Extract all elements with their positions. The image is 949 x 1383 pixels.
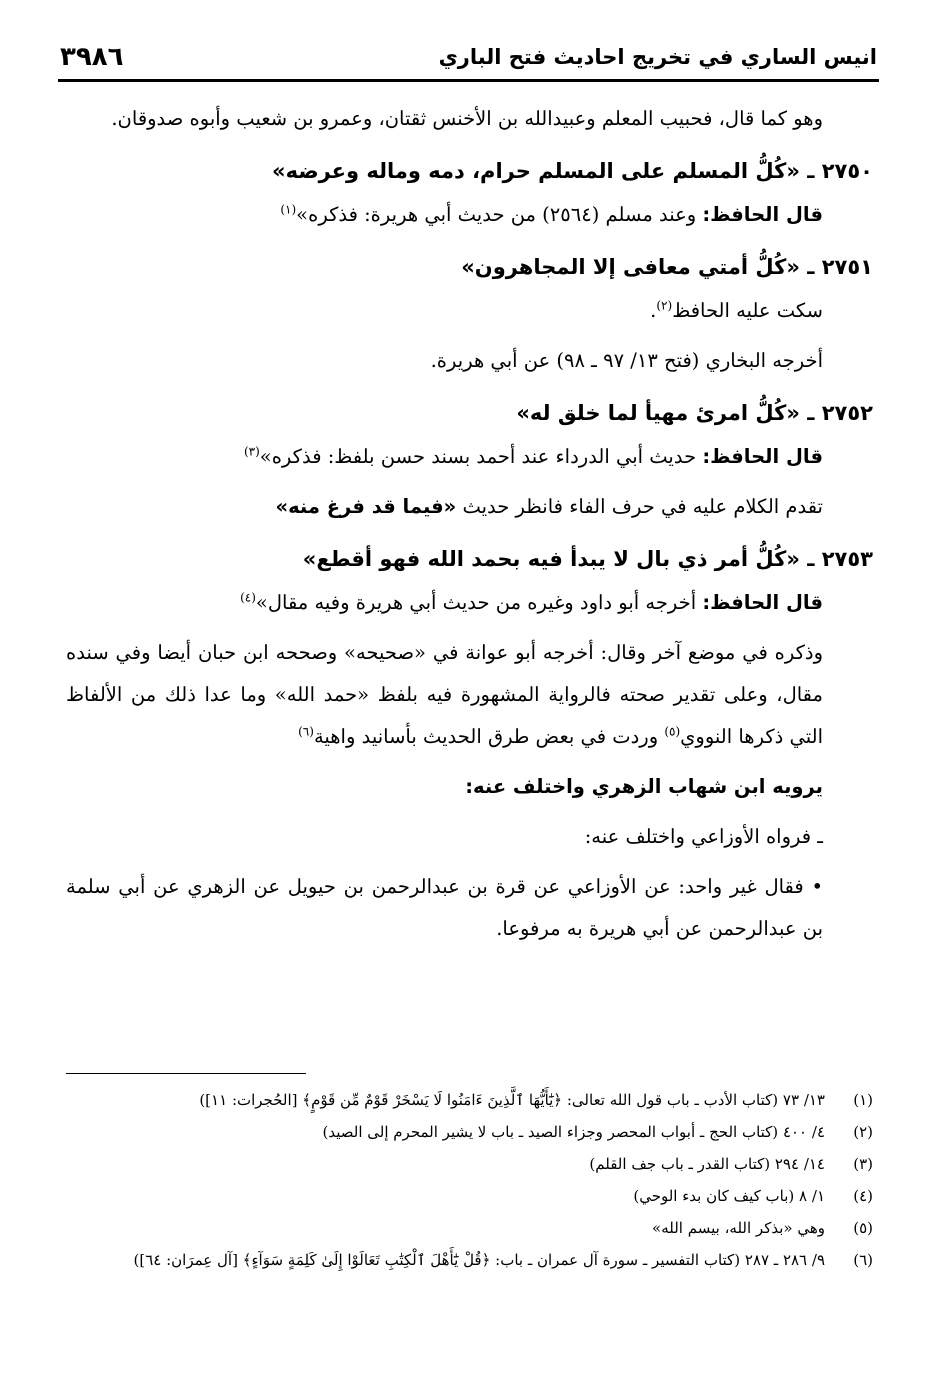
note-text: حديث أبي الدرداء عند أحمد بسند حسن بلفظ: فذكره»: [259, 445, 697, 468]
paragraph-intro: وهو كما قال، فحبيب المعلم وعبيدالله بن الأخنس ثقتان، وعمرو بن شعيب وأبوه صدوقان.: [111, 107, 823, 130]
section-zuhri: يرويه ابن شهاب الزهري واختلف عنه:: [465, 775, 823, 798]
footnote-text: وهي «بذكر الله، بيسم الله»: [652, 1219, 825, 1237]
hadith-title-ref: «فيما قد فرغ منه»: [275, 495, 457, 518]
note-text: أخرجه أبو داود وغيره من حديث أبي هريرة وفيه مقال»: [255, 591, 697, 614]
hadith-2750-heading: ٢٧٥٠ ـ «كُلُّ المسلم على المسلم حرام، دمه وماله وعرضه»: [272, 159, 873, 183]
hadith-2753-discussion: [66, 632, 873, 758]
footnote-number: (٥): [853, 1219, 873, 1237]
header-rule: [58, 79, 879, 82]
footnote-text: ١/ ٨ (باب كيف كان بدء الوحي): [633, 1187, 825, 1205]
footnote-rule: [66, 1073, 306, 1074]
hadith-2750-note: [66, 194, 873, 236]
hadith-2753-note: [66, 582, 873, 624]
running-title: انيس الساري في تخريج احاديث فتح الباري: [438, 45, 877, 69]
hadith-2752-note: [66, 436, 873, 478]
chain-narration: • فقال غير واحد: عن الأوزاعي عن قرة بن عبدالرحمن بن حيويل عن الزهري عن أبي سلمة بن عبدالرحمن عن أبي هريرة به مرفوعا.: [66, 875, 823, 940]
footnote-ref: (٦): [298, 724, 314, 739]
label-qal-alhafiz: قال الحافظ:: [702, 591, 823, 614]
page-header: [60, 36, 877, 78]
footnote-text: ٩/ ٢٨٦ ـ ٢٨٧ (كتاب التفسير ـ سورة آل عمران ـ باب: ﴿قُلْ يَٰٓأَهْلَ ٱلْكِتَٰبِ تَعَالَوْا إِلَىٰ كَلِمَةٍ سَوَآءٍ﴾ [آل عِمرَان: ٦٤]): [133, 1251, 825, 1269]
footnote-ref: (١): [280, 202, 297, 217]
footnote-text: ٤/ ٤٠٠ (كتاب الحج ـ أبواب المحصر وجزاء الصيد ـ باب لا يشير المحرم إلى الصيد): [322, 1123, 825, 1141]
discussion-text: وذكره في موضع آخر وقال: أخرجه أبو عوانة في «صحيحه» وصححه ابن حبان أيضا وفي سنده مقال، وعلى تقدير صحته فالرواية المشهورة فيه بلفظ «حمد الله» وما عدا ذلك من الألفاظ التي ذكرها النووي: [66, 641, 823, 748]
footnotes: [66, 1084, 873, 1276]
hadith-2751-note: [66, 290, 873, 332]
footnote-text: ١٤/ ٢٩٤ (كتاب القدر ـ باب جف القلم): [589, 1155, 825, 1173]
section-awzai: ـ فرواه الأوزاعي واختلف عنه:: [584, 825, 823, 848]
note-text: وعند مسلم (٢٥٦٤) من حديث أبي هريرة: فذكره»: [296, 203, 697, 226]
note-text: سكت عليه الحافظ: [672, 299, 823, 322]
footnote-number: (٤): [853, 1187, 873, 1205]
footnote-item: [66, 1116, 873, 1148]
footnote-number: (٢): [853, 1123, 873, 1141]
hadith-2753-heading: ٢٧٥٣ ـ «كُلُّ أمر ذي بال لا يبدأ فيه بحمد الله فهو أقطع»: [302, 547, 873, 571]
footnote-text: ١٣/ ٧٣ (كتاب الأدب ـ باب قول الله تعالى: ﴿يَٰٓأَيُّهَا ٱلَّذِينَ ءَامَنُوا لَا يَسْخَرْ قَوْمٌ مِّن قَوْمٍ﴾ [الحُجرات: ١١]): [199, 1091, 825, 1109]
footnote-ref: (٢): [656, 298, 673, 313]
footnote-number: (١): [853, 1091, 873, 1109]
footnote-item: [66, 1084, 873, 1116]
footnote-number: (٣): [853, 1155, 873, 1173]
footnote-ref: (٤): [240, 590, 256, 605]
hadith-2751-heading: ٢٧٥١ ـ «كُلُّ أمتي معافى إلا المجاهرون»: [461, 255, 873, 279]
hadith-2752-heading: ٢٧٥٢ ـ «كُلُّ امرئ مهيأ لما خلق له»: [516, 401, 873, 425]
footnote-item: [66, 1244, 873, 1276]
note-text: تقدم الكلام عليه في حرف الفاء فانظر حديث: [462, 495, 823, 518]
footnote-item: [66, 1180, 873, 1212]
hadith-2751-takhrij: أخرجه البخاري (فتح ١٣/ ٩٧ ـ ٩٨) عن أبي هريرة.: [430, 349, 823, 372]
footnote-number: (٦): [853, 1251, 873, 1269]
footnote-ref: (٥): [664, 724, 681, 739]
page-number: ٣٩٨٦: [60, 42, 124, 72]
footnote-item: [66, 1148, 873, 1180]
main-text: [66, 98, 873, 950]
discussion-text: وردت في بعض طرق الحديث بأسانيد واهية: [313, 725, 659, 748]
period: .: [650, 299, 657, 322]
label-qal-alhafiz: قال الحافظ:: [702, 203, 823, 226]
footnote-ref: (٣): [243, 444, 260, 459]
hadith-2752-cross-ref: [66, 486, 873, 528]
footnote-item: [66, 1212, 873, 1244]
label-qal-alhafiz: قال الحافظ:: [702, 445, 823, 468]
